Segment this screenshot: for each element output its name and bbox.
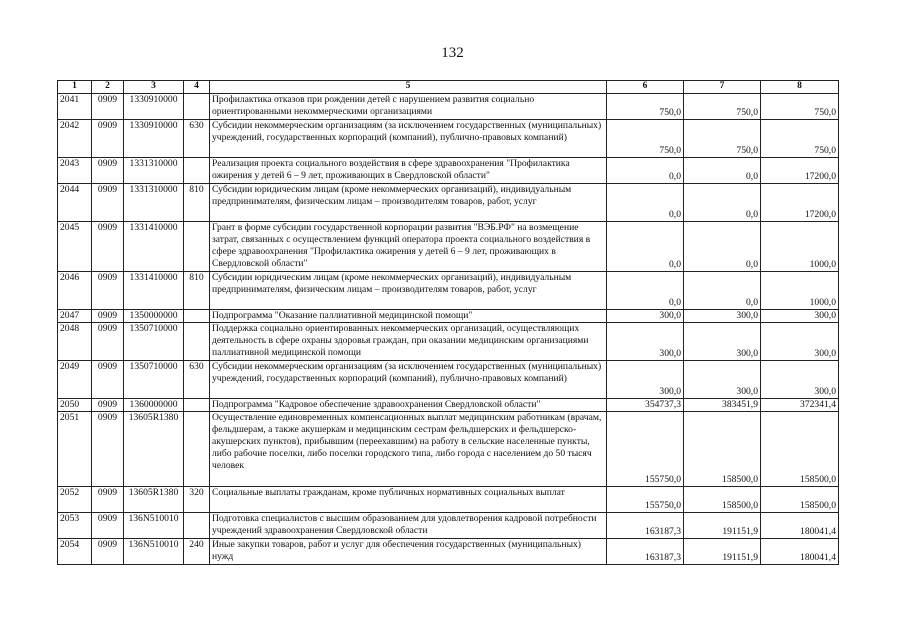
target-code: 13605R1380 — [124, 486, 184, 512]
column-header: 4 — [184, 81, 210, 94]
item-description: Иные закупки товаров, работ и услуг для обеспечения государственных (муниципальных) нужд — [210, 538, 607, 564]
value-col-6: 0,0 — [607, 183, 684, 221]
column-header: 7 — [684, 81, 761, 94]
expense-type — [184, 512, 210, 538]
value-col-6: 155750,0 — [607, 411, 684, 486]
value-col-8: 17200,0 — [761, 183, 839, 221]
section-code: 0909 — [92, 183, 124, 221]
row-number: 2043 — [58, 157, 92, 183]
row-number: 2045 — [58, 221, 92, 271]
item-description: Осуществление единовременных компенсационных выплат медицинским работникам (врачам, фельдшерам, а также акушеркам и медицинским сестрам фельдшерских и фельдшерско-акушерских пунктов), прибывшим (переехавшим) на работу в сельские населенные пункты, либо рабочие поселки, либо поселки городского типа, либо города с населением до 50 тысяч человек — [210, 411, 607, 486]
target-code: 1350000000 — [124, 309, 184, 322]
value-col-7: 750,0 — [684, 93, 761, 119]
section-code: 0909 — [92, 157, 124, 183]
table-row — [58, 538, 839, 564]
row-number: 2051 — [58, 411, 92, 486]
table-row — [58, 512, 839, 538]
table-header-row — [58, 81, 839, 94]
section-code: 0909 — [92, 512, 124, 538]
value-col-8: 158500,0 — [761, 486, 839, 512]
row-number: 2048 — [58, 322, 92, 360]
value-col-8: 750,0 — [761, 93, 839, 119]
value-col-8: 300,0 — [761, 322, 839, 360]
value-col-6: 300,0 — [607, 360, 684, 398]
table-row — [58, 221, 839, 271]
value-col-8: 300,0 — [761, 309, 839, 322]
target-code: 136N510010 — [124, 512, 184, 538]
row-number: 2049 — [58, 360, 92, 398]
table-row — [58, 322, 839, 360]
value-col-8: 372341,4 — [761, 398, 839, 411]
value-col-6: 750,0 — [607, 119, 684, 157]
value-col-7: 191151,9 — [684, 538, 761, 564]
column-header: 6 — [607, 81, 684, 94]
item-description: Субсидии юридическим лицам (кроме некоммерческих организаций), индивидуальным предпринимателям, физическим лицам – производителям товаров, работ, услуг — [210, 183, 607, 221]
table-row — [58, 271, 839, 309]
item-description: Субсидии некоммерческим организациям (за исключением государственных (муниципальных) учреждений, государственных корпораций (компаний), публично-правовых компаний) — [210, 119, 607, 157]
section-code: 0909 — [92, 486, 124, 512]
expense-type: 240 — [184, 538, 210, 564]
value-col-6: 0,0 — [607, 221, 684, 271]
expense-type: 630 — [184, 119, 210, 157]
value-col-7: 0,0 — [684, 221, 761, 271]
table-row — [58, 360, 839, 398]
target-code: 136N510010 — [124, 538, 184, 564]
row-number: 2052 — [58, 486, 92, 512]
value-col-8: 158500,0 — [761, 411, 839, 486]
row-number: 2044 — [58, 183, 92, 221]
expense-type — [184, 398, 210, 411]
value-col-6: 750,0 — [607, 93, 684, 119]
value-col-7: 158500,0 — [684, 411, 761, 486]
table-row — [58, 119, 839, 157]
expense-type: 630 — [184, 360, 210, 398]
value-col-7: 383451,9 — [684, 398, 761, 411]
section-code: 0909 — [92, 119, 124, 157]
value-col-6: 300,0 — [607, 322, 684, 360]
expense-type — [184, 309, 210, 322]
section-code: 0909 — [92, 309, 124, 322]
expense-type — [184, 157, 210, 183]
value-col-7: 0,0 — [684, 157, 761, 183]
section-code: 0909 — [92, 322, 124, 360]
value-col-8: 750,0 — [761, 119, 839, 157]
value-col-8: 180041,4 — [761, 538, 839, 564]
value-col-8: 300,0 — [761, 360, 839, 398]
value-col-7: 0,0 — [684, 183, 761, 221]
item-description: Подготовка специалистов с высшим образованием для удовлетворения кадровой потребности учреждений здравоохранения Свердловской области — [210, 512, 607, 538]
item-description: Субсидии юридическим лицам (кроме некоммерческих организаций), индивидуальным предпринимателям, физическим лицам – производителям товаров, работ, услуг — [210, 271, 607, 309]
value-col-8: 1000,0 — [761, 221, 839, 271]
section-code: 0909 — [92, 93, 124, 119]
column-header: 8 — [761, 81, 839, 94]
value-col-6: 163187,3 — [607, 512, 684, 538]
item-description: Реализация проекта социального воздействия в сфере здравоохранения "Профилактика ожирения у детей 6 – 9 лет, проживающих в Свердловской области" — [210, 157, 607, 183]
value-col-8: 17200,0 — [761, 157, 839, 183]
section-code: 0909 — [92, 271, 124, 309]
table-row — [58, 183, 839, 221]
item-description: Поддержка социально ориентированных некоммерческих организаций, осуществляющих деятельность в сфере охраны здоровья граждан, при оказании медицинским организациями паллиативной медицинской помощи — [210, 322, 607, 360]
budget-table — [57, 80, 839, 565]
table-row — [58, 486, 839, 512]
value-col-6: 0,0 — [607, 271, 684, 309]
target-code: 13605R1380 — [124, 411, 184, 486]
column-header: 5 — [210, 81, 607, 94]
section-code: 0909 — [92, 538, 124, 564]
item-description: Социальные выплаты гражданам, кроме публичных нормативных социальных выплат — [210, 486, 607, 512]
target-code: 1331410000 — [124, 271, 184, 309]
value-col-6: 155750,0 — [607, 486, 684, 512]
item-description: Подпрограмма "Оказание паллиативной медицинской помощи" — [210, 309, 607, 322]
value-col-6: 300,0 — [607, 309, 684, 322]
section-code: 0909 — [92, 221, 124, 271]
target-code: 1350710000 — [124, 322, 184, 360]
value-col-7: 158500,0 — [684, 486, 761, 512]
expense-type — [184, 411, 210, 486]
value-col-7: 0,0 — [684, 271, 761, 309]
value-col-7: 300,0 — [684, 322, 761, 360]
page-number: 132 — [441, 45, 464, 61]
table-row — [58, 157, 839, 183]
target-code: 1331310000 — [124, 157, 184, 183]
value-col-6: 163187,3 — [607, 538, 684, 564]
table-row — [58, 93, 839, 119]
row-number: 2046 — [58, 271, 92, 309]
section-code: 0909 — [92, 360, 124, 398]
value-col-6: 0,0 — [607, 157, 684, 183]
value-col-8: 180041,4 — [761, 512, 839, 538]
row-number: 2054 — [58, 538, 92, 564]
row-number: 2053 — [58, 512, 92, 538]
target-code: 1350710000 — [124, 360, 184, 398]
section-code: 0909 — [92, 398, 124, 411]
expense-type: 320 — [184, 486, 210, 512]
value-col-8: 1000,0 — [761, 271, 839, 309]
expense-type — [184, 221, 210, 271]
column-header: 1 — [58, 81, 92, 94]
item-description: Грант в форме субсидии государственной корпорации развития "ВЭБ.РФ" на возмещение затрат, связанных с осуществлением функций оператора проекта социального воздействия в сфере здравоохранения "Профилактика ожирения у детей 6 – 9 лет, проживающих в Свердловской области" — [210, 221, 607, 271]
value-col-7: 191151,9 — [684, 512, 761, 538]
table-row — [58, 398, 839, 411]
target-code: 1360000000 — [124, 398, 184, 411]
target-code: 1330910000 — [124, 93, 184, 119]
expense-type: 810 — [184, 183, 210, 221]
target-code: 1331410000 — [124, 221, 184, 271]
section-code: 0909 — [92, 411, 124, 486]
item-description: Субсидии некоммерческим организациям (за исключением государственных (муниципальных) учреждений, государственных корпораций (компаний), публично-правовых компаний) — [210, 360, 607, 398]
item-description: Подпрограмма "Кадровое обеспечение здравоохранения Свердловской области" — [210, 398, 607, 411]
expense-type — [184, 322, 210, 360]
column-header: 2 — [92, 81, 124, 94]
column-header: 3 — [124, 81, 184, 94]
item-description: Профилактика отказов при рождении детей с нарушением развития социально ориентированными некоммерческими организациями — [210, 93, 607, 119]
table-row — [58, 411, 839, 486]
target-code: 1330910000 — [124, 119, 184, 157]
value-col-7: 300,0 — [684, 360, 761, 398]
value-col-7: 750,0 — [684, 119, 761, 157]
target-code: 1331310000 — [124, 183, 184, 221]
row-number: 2042 — [58, 119, 92, 157]
row-number: 2050 — [58, 398, 92, 411]
value-col-7: 300,0 — [684, 309, 761, 322]
table-row — [58, 309, 839, 322]
row-number: 2047 — [58, 309, 92, 322]
value-col-6: 354737,3 — [607, 398, 684, 411]
row-number: 2041 — [58, 93, 92, 119]
expense-type — [184, 93, 210, 119]
expense-type: 810 — [184, 271, 210, 309]
